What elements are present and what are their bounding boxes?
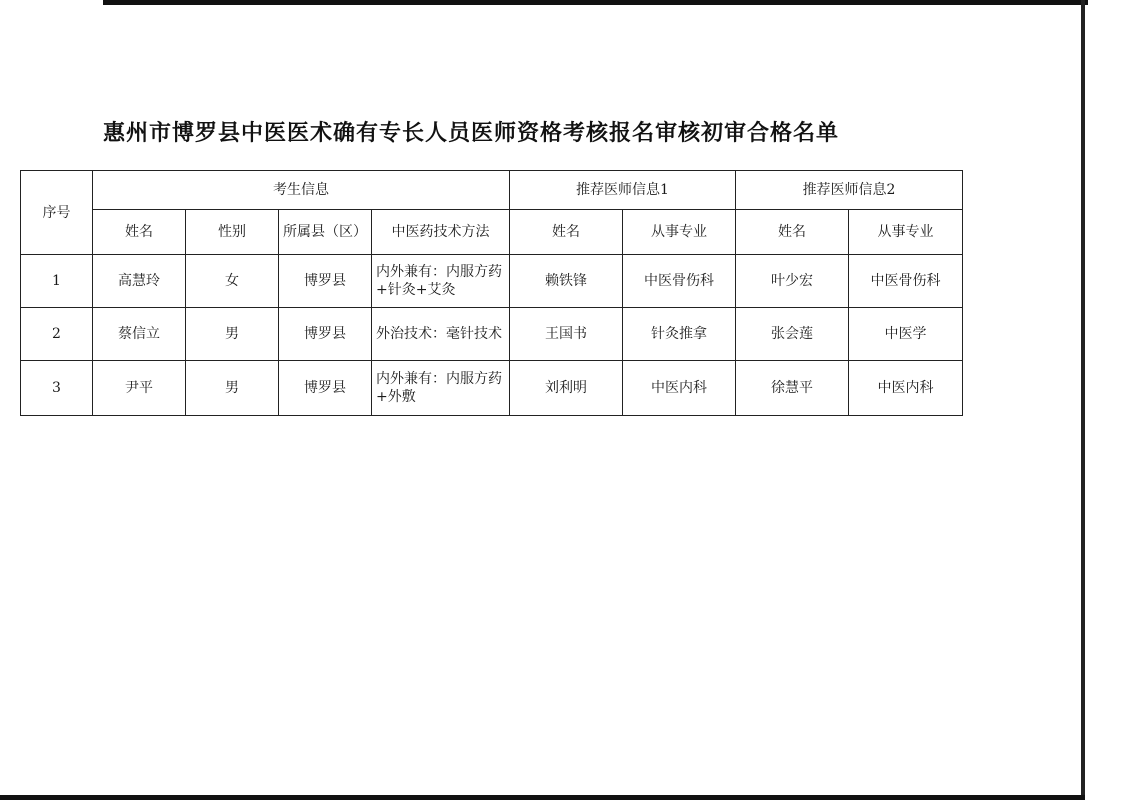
cell-rec1-name: 刘利明: [510, 361, 623, 416]
header-recommender-1: 推荐医师信息1: [510, 171, 736, 210]
cell-rec1-specialty: 中医内科: [623, 361, 736, 416]
header-county: 所属县（区）: [279, 210, 372, 255]
header-rec1-name: 姓名: [510, 210, 623, 255]
scan-edge-right: [1081, 0, 1085, 800]
header-row-columns: [21, 210, 963, 255]
table-row: [21, 255, 963, 308]
cell-name: 蔡信立: [93, 308, 186, 361]
cell-method: 外治技术：毫针技术: [372, 308, 510, 361]
header-rec1-specialty: 从事专业: [623, 210, 736, 255]
cell-rec1-specialty: 针灸推拿: [623, 308, 736, 361]
cell-county: 博罗县: [279, 361, 372, 416]
document-title: 惠州市博罗县中医医术确有专长人员医师资格考核报名审核初审合格名单: [103, 121, 840, 146]
cell-rec2-specialty: 中医内科: [849, 361, 963, 416]
roster-table: [20, 170, 963, 416]
scan-edge-top: [103, 0, 1088, 5]
cell-rec2-specialty: 中医学: [849, 308, 963, 361]
header-candidate-info: 考生信息: [93, 171, 510, 210]
header-gender: 性别: [186, 210, 279, 255]
cell-rec2-name: 张会莲: [736, 308, 849, 361]
cell-rec2-name: 叶少宏: [736, 255, 849, 308]
cell-rec1-name: 王国书: [510, 308, 623, 361]
cell-rec2-specialty: 中医骨伤科: [849, 255, 963, 308]
header-seq: 序号: [21, 171, 93, 255]
header-row-groups: [21, 171, 963, 210]
cell-seq: 2: [21, 308, 93, 361]
cell-rec2-name: 徐慧平: [736, 361, 849, 416]
cell-county: 博罗县: [279, 308, 372, 361]
cell-gender: 男: [186, 308, 279, 361]
scan-edge-bottom: [0, 795, 1085, 800]
cell-gender: 女: [186, 255, 279, 308]
cell-method: 内外兼有：内服方药+针灸+艾灸: [372, 255, 510, 308]
header-recommender-2: 推荐医师信息2: [736, 171, 963, 210]
cell-seq: 1: [21, 255, 93, 308]
header-rec2-name: 姓名: [736, 210, 849, 255]
cell-name: 高慧玲: [93, 255, 186, 308]
cell-county: 博罗县: [279, 255, 372, 308]
cell-method: 内外兼有：内服方药+外敷: [372, 361, 510, 416]
cell-gender: 男: [186, 361, 279, 416]
cell-rec1-specialty: 中医骨伤科: [623, 255, 736, 308]
table-row: [21, 308, 963, 361]
cell-rec1-name: 赖铁锋: [510, 255, 623, 308]
cell-seq: 3: [21, 361, 93, 416]
header-rec2-specialty: 从事专业: [849, 210, 963, 255]
header-name: 姓名: [93, 210, 186, 255]
table-row: [21, 361, 963, 416]
cell-name: 尹平: [93, 361, 186, 416]
header-method: 中医药技术方法: [372, 210, 510, 255]
